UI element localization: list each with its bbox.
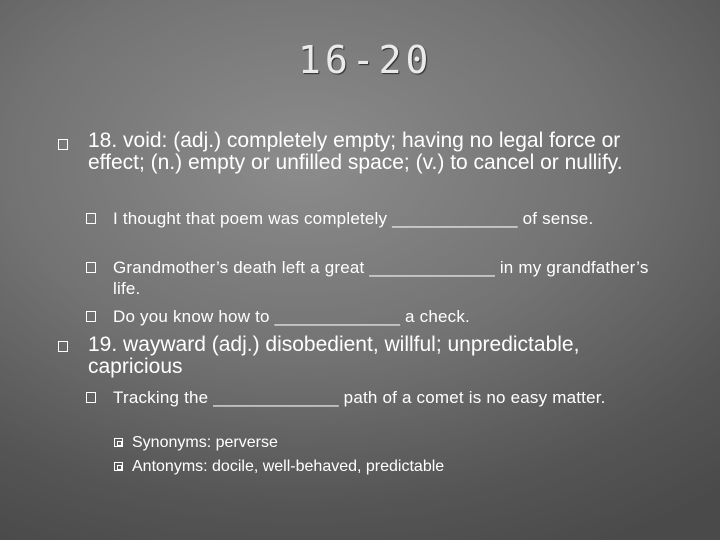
vocab-entry-wayward: 19. wayward (adj.) disobedient, willful; unpredictable, capricious [88,333,580,378]
antonyms-line: Antonyms: docile, well-behaved, predictable [132,458,445,475]
sub-bullet-box-icon [86,311,96,322]
sub-sub-bullet-icon [114,462,123,471]
example-sentence-3: Do you know how to _____________ a check. [113,307,470,326]
example-sentence-4: Tracking the _____________ path of a comet is no easy matter. [113,388,606,407]
bullet-box-icon [58,139,68,150]
vocab-entry-void: 18. void: (adj.) completely empty; having no legal force or effect; (n.) empty or unfilled space; (v.) to cancel or nullify. [88,129,623,174]
sub-bullet-box-icon [86,213,96,224]
sub-sub-bullet-icon [114,438,123,447]
sub-bullet-box-icon [86,392,96,403]
example-sentence-1: I thought that poem was completely _____________ of sense. [113,209,594,228]
example-sentence-2: Grandmother’s death left a great _____________ in my grandfather’s life. [113,258,649,298]
synonyms-line: Synonyms: perverse [132,434,278,451]
sub-bullet-box-icon [86,262,96,273]
bullet-box-icon [58,341,68,352]
slide-title: 16-20 [298,38,433,82]
